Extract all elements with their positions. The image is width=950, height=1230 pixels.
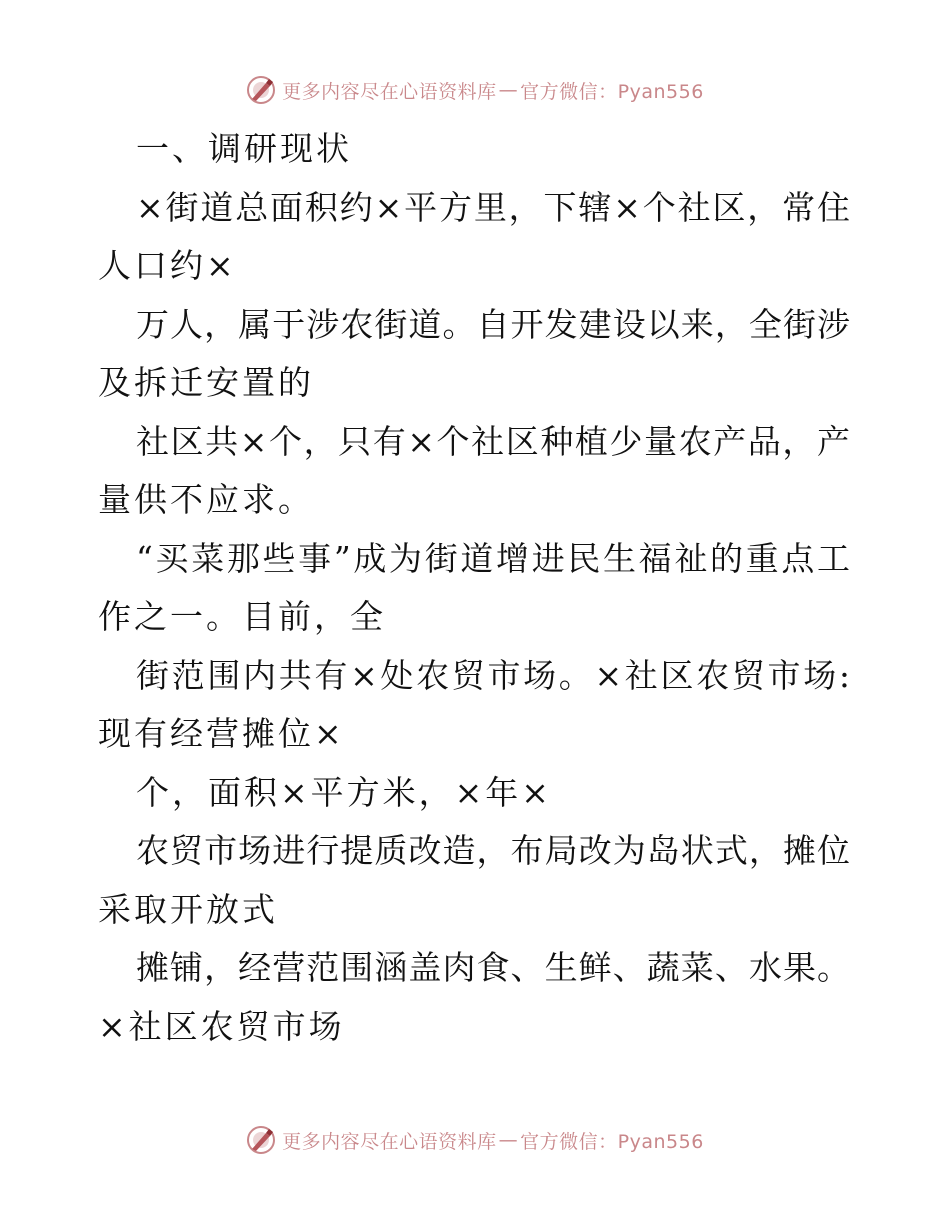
footer-watermark — [0, 1120, 950, 1160]
paragraph-line: 人口约× — [98, 246, 237, 285]
section-heading: 一、调研现状 — [136, 129, 352, 168]
watermark-wechat: 官方微信：Pyan556 — [520, 1130, 704, 1153]
paragraph-line: 农贸市场进行提质改造，布局改为岛状式，摊位 — [136, 831, 850, 870]
watermark-text: 更多内容尽在心语资料库 — [282, 1130, 497, 1153]
paragraph-line: 摊铺，经营范围涵盖肉食、生鲜、蔬菜、水果。 — [136, 948, 850, 987]
paragraph-line: 现有经营摊位× — [98, 714, 345, 753]
watermark-separator: — — [498, 79, 519, 101]
paragraph-line: ×街道总面积约×平方里，下辖×个社区，常住 — [136, 187, 850, 227]
paragraph-line: “买菜那些事”成为街道增进民生福祉的重点工 — [136, 538, 850, 578]
paragraph-line: 及拆迁安置的 — [98, 363, 314, 402]
paragraph-line: 量供不应求。 — [98, 480, 314, 519]
watermark-text: 更多内容尽在心语资料库 — [282, 80, 497, 103]
watermark-wechat: 官方微信：Pyan556 — [520, 80, 704, 103]
document-body — [98, 120, 850, 1056]
pen-logo-icon — [246, 75, 276, 105]
paragraph-line: 街范围内共有×处农贸市场。×社区农贸市场: — [136, 655, 850, 695]
paragraph-line: 采取开放式 — [98, 889, 278, 929]
pen-logo-icon — [246, 1125, 276, 1155]
paragraph-line: ×社区农贸市场 — [98, 1006, 345, 1046]
paragraph-line: 社区共×个，只有×个社区种植少量农产品，产 — [136, 421, 850, 461]
paragraph-line: 万人，属于涉农街道。自开发建设以来，全街涉 — [136, 304, 850, 344]
header-watermark — [0, 70, 950, 110]
watermark-separator: — — [498, 1129, 519, 1151]
paragraph-line: 作之一。目前，全 — [98, 597, 386, 636]
paragraph-line: 个，面积×平方米，×年× — [136, 772, 552, 812]
